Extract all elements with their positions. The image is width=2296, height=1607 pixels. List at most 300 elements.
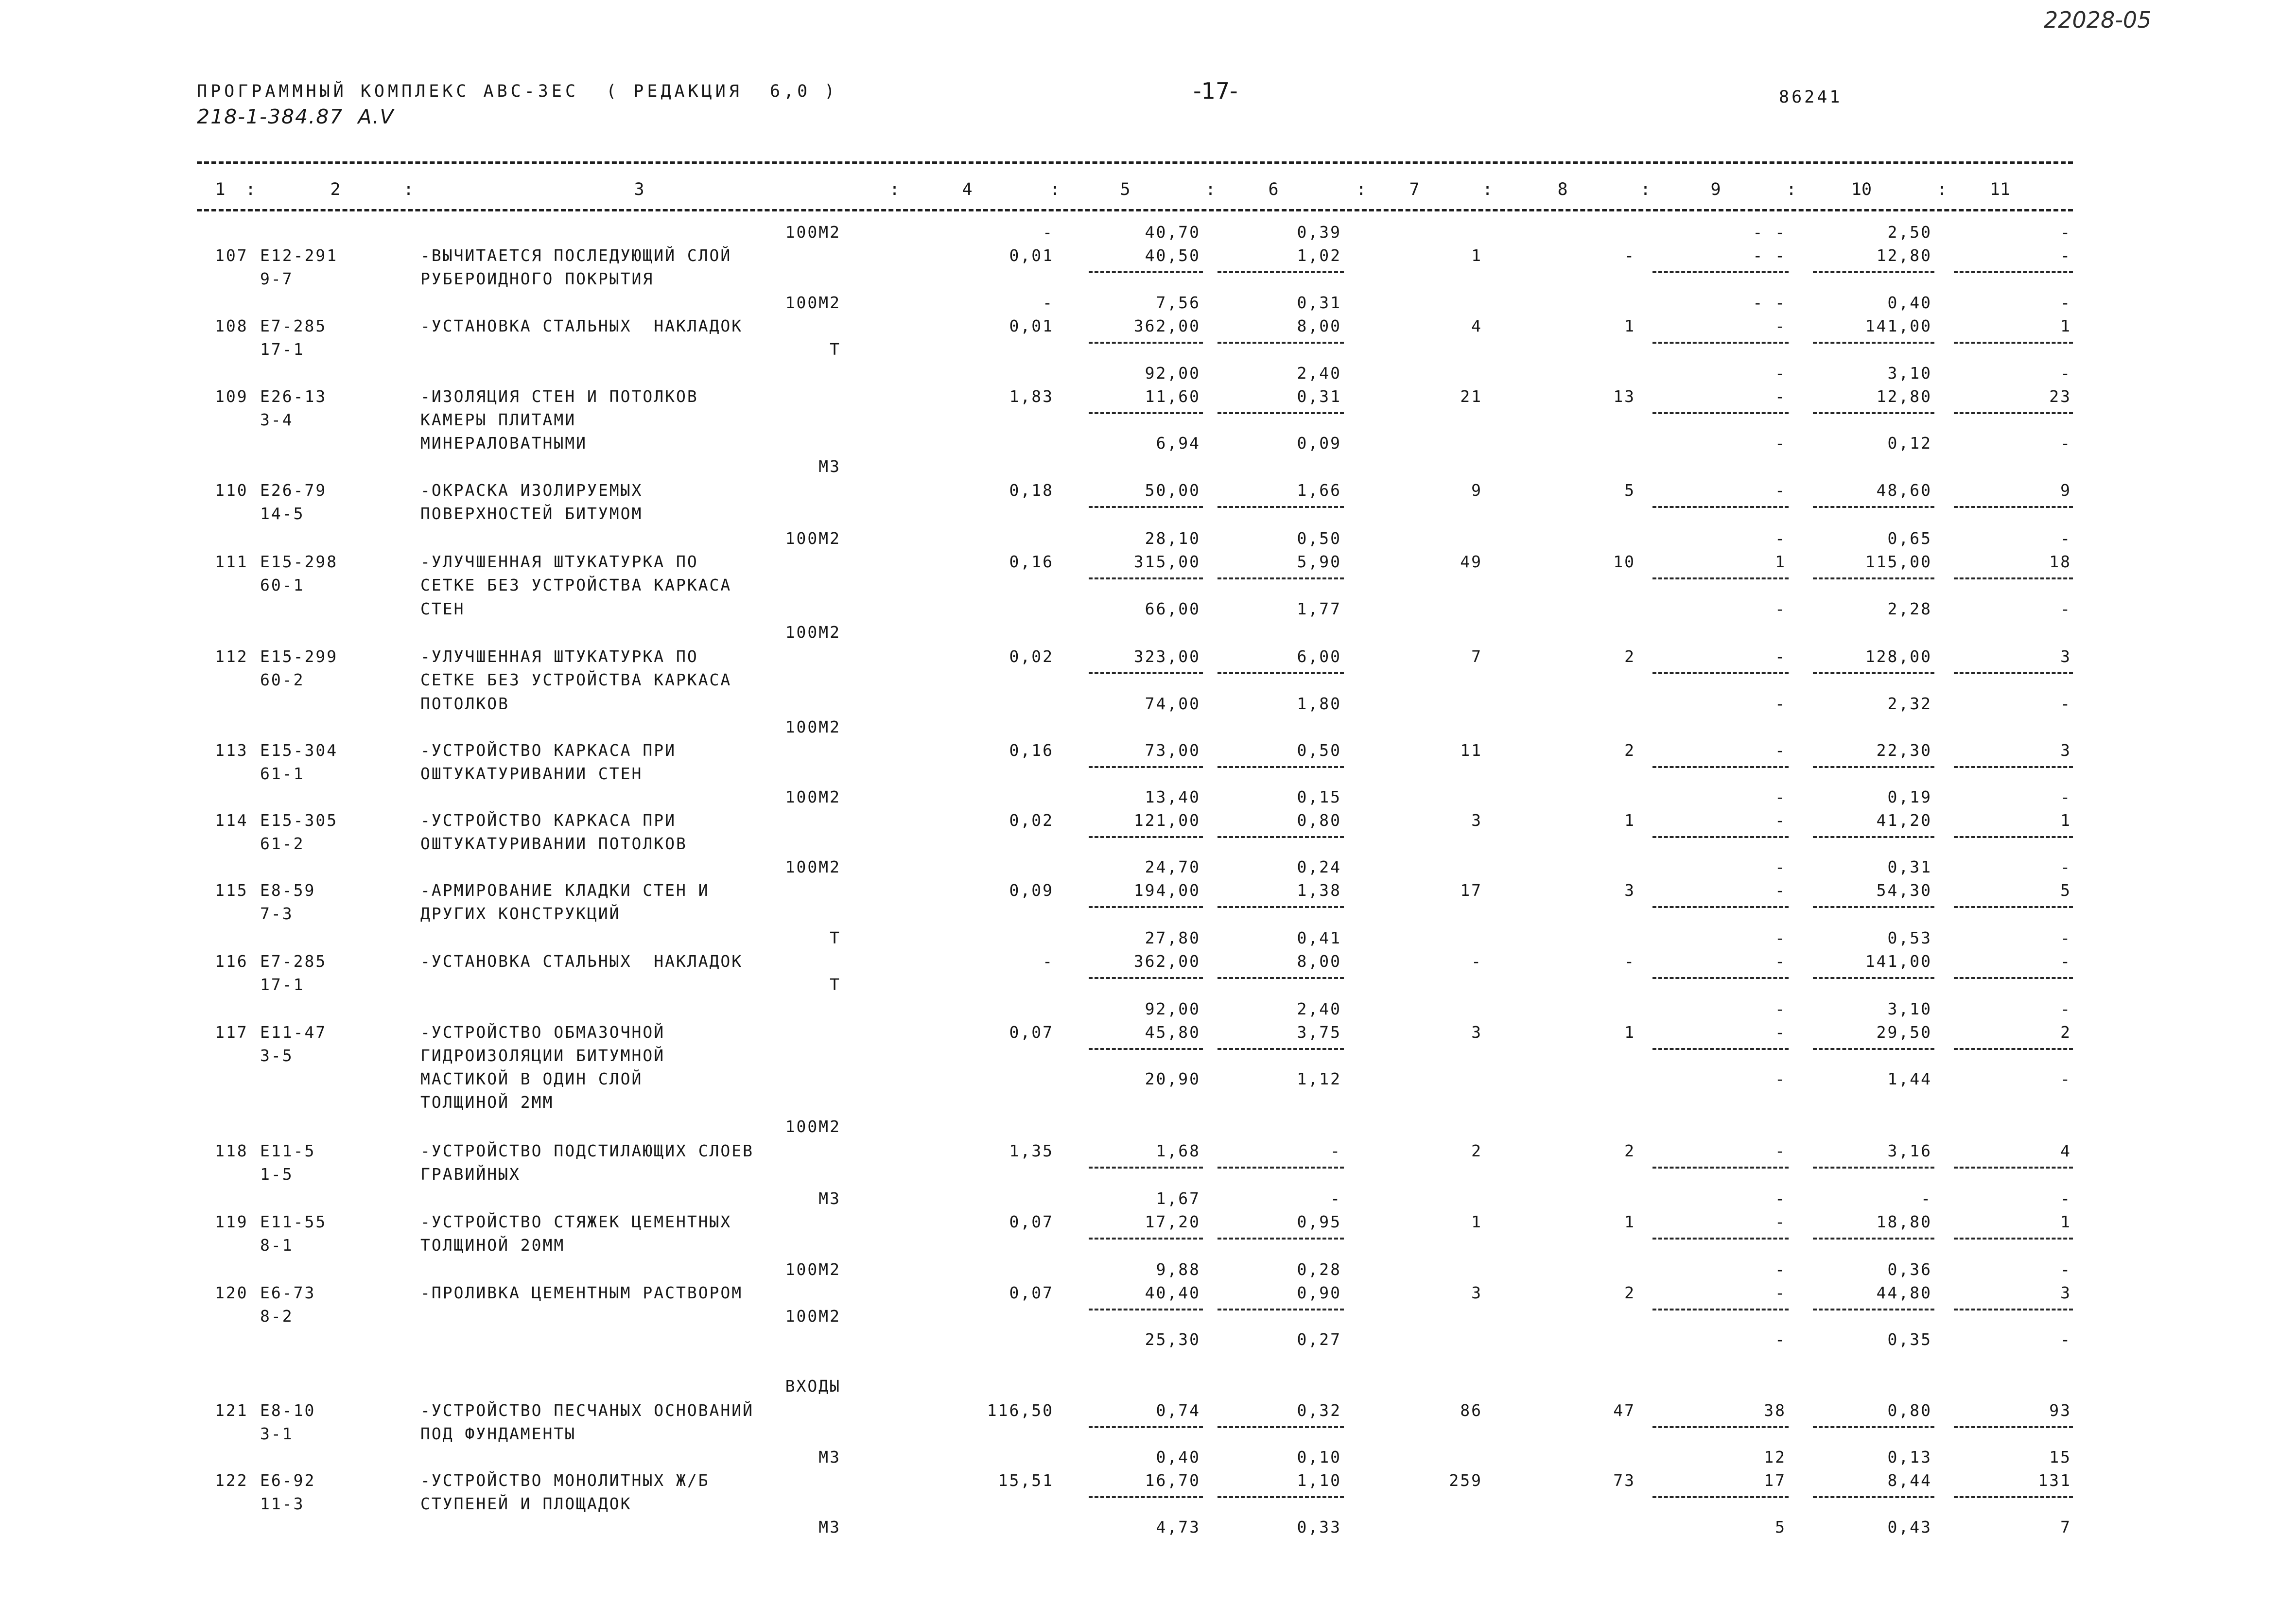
cell-col-11: - (2060, 529, 2071, 548)
sub-total-dash (1954, 577, 2073, 579)
sub-total-dash (1218, 1426, 1344, 1428)
cell-col-6: - (1330, 1141, 1341, 1160)
cell-col-4: 1,83 (1009, 387, 1054, 406)
cell-col-9: - (1775, 316, 1786, 335)
cell-col-9: - (1775, 1283, 1786, 1302)
cell-col-8: - (1624, 246, 1635, 265)
sub-total-dash (1089, 1426, 1203, 1428)
cell-col-9: - (1775, 811, 1786, 830)
cell-col-3: -УСТРОЙСТВО ПЕСЧАНЫХ ОСНОВАНИЙ (420, 1401, 754, 1420)
cell-col-1: 122 (215, 1471, 248, 1490)
cell-col-5: 20,90 (1145, 1069, 1200, 1088)
cell-col-9: 17 (1764, 1471, 1786, 1490)
column-separator: : (1786, 180, 1797, 199)
sub-total-dash (1813, 1309, 1934, 1310)
sub-total-dash (1652, 1426, 1789, 1428)
cell-col-11: 23 (2049, 387, 2071, 406)
sub-total-dash (1652, 672, 1789, 674)
cell-col-9: - (1775, 1260, 1786, 1279)
cell-col-4: - (1043, 223, 1054, 242)
column-separator: : (245, 180, 256, 199)
cell-col-11: - (2060, 223, 2071, 242)
sub-total-dash (1652, 271, 1789, 273)
cell-col-1: 108 (215, 316, 248, 335)
sub-total-dash (1652, 506, 1789, 508)
column-separator: : (1050, 180, 1061, 199)
cell-col-11: 131 (2038, 1471, 2071, 1490)
cell-col-10: 3,16 (1887, 1141, 1932, 1160)
cell-col-2: Е15-298 (260, 552, 338, 571)
cell-col-10: 141,00 (1865, 316, 1932, 335)
cell-col-6: 3,75 (1297, 1023, 1341, 1042)
cell-col-2: Е26-13 (260, 387, 327, 406)
cell-col-2: Е6-73 (260, 1283, 316, 1302)
cell-col-9: 12 (1764, 1448, 1786, 1467)
cell-col-10: 18,80 (1876, 1212, 1932, 1231)
cell-col-2: 3-4 (260, 410, 294, 429)
cell-col-5: 40,50 (1145, 246, 1200, 265)
sub-total-dash (1089, 271, 1203, 273)
cell-col-3: ТОЛЩИНОЙ 20ММ (420, 1236, 565, 1255)
page-number: -17- (1193, 78, 1238, 104)
sub-total-dash (1813, 577, 1934, 579)
cell-col-5: 315,00 (1133, 552, 1200, 571)
cell-col-8: - (1624, 952, 1635, 971)
sub-total-dash (1089, 977, 1203, 979)
cell-col-8: 13 (1613, 387, 1635, 406)
sub-total-dash (1954, 766, 2073, 768)
cell-col-5: 11,60 (1145, 387, 1200, 406)
cell-col-11: - (2060, 787, 2071, 806)
cell-col-7: 3 (1471, 1283, 1482, 1302)
cell-col-3: -УСТРОЙСТВО КАРКАСА ПРИ (420, 811, 676, 830)
cell-col-5: 0,74 (1156, 1401, 1200, 1420)
cell-col-3-unit: 100М2 (785, 1307, 841, 1326)
sub-total-dash (1089, 342, 1203, 344)
cell-col-3: -УСТРОЙСТВО КАРКАСА ПРИ (420, 741, 676, 760)
cell-col-9: - (1775, 434, 1786, 453)
cell-col-3: -УЛУЧШЕННАЯ ШТУКАТУРКА ПО (420, 647, 698, 666)
cell-col-10: 2,28 (1887, 599, 1932, 618)
cell-col-3: -УСТРОЙСТВО ОБМАЗОЧНОЙ (420, 1023, 665, 1042)
cell-col-9: - - (1753, 246, 1786, 265)
sub-total-dash (1089, 672, 1203, 674)
cell-col-5: 66,00 (1145, 599, 1200, 618)
cell-col-5: 45,80 (1145, 1023, 1200, 1042)
cell-col-6: - (1330, 1189, 1341, 1208)
sub-total-dash (1652, 412, 1789, 414)
cell-col-7: 49 (1460, 552, 1482, 571)
cell-col-3: -УСТРОЙСТВО ПОДСТИЛАЮЩИХ СЛОЕВ (420, 1141, 754, 1160)
cell-col-2: 60-2 (260, 670, 305, 689)
cell-col-8: 1 (1624, 1023, 1635, 1042)
cell-col-3: РУБЕРОИДНОГО ПОКРЫТИЯ (420, 269, 654, 288)
cell-col-3-unit: М3 (818, 1189, 841, 1208)
cell-col-9: - (1775, 364, 1786, 383)
cell-col-4: 0,16 (1009, 741, 1054, 760)
sub-total-dash (1954, 977, 2073, 979)
project-code: 218-1-384.87 А.V (197, 105, 395, 128)
column-separator: : (889, 180, 900, 199)
cell-col-6: 1,80 (1297, 694, 1341, 713)
cell-col-9: - (1775, 928, 1786, 947)
cell-col-4: 0,07 (1009, 1023, 1054, 1042)
column-separator: : (1356, 180, 1367, 199)
cell-col-8: 2 (1624, 1141, 1635, 1160)
cell-col-11: - (2060, 952, 2071, 971)
cell-col-9: - (1775, 1330, 1786, 1349)
sub-total-dash (1218, 342, 1344, 344)
cell-col-9: - - (1753, 223, 1786, 242)
sub-total-dash (1089, 1167, 1203, 1169)
cell-col-4: 0,07 (1009, 1212, 1054, 1231)
sub-total-dash (1652, 1048, 1789, 1050)
cell-col-4: 0,01 (1009, 246, 1054, 265)
cell-col-10: 3,10 (1887, 999, 1932, 1018)
column-header-9: 9 (1710, 180, 1721, 199)
cell-col-3: -УЛУЧШЕННАЯ ШТУКАТУРКА ПО (420, 552, 698, 571)
sub-total-dash (1089, 906, 1203, 908)
cell-col-5: 74,00 (1145, 694, 1200, 713)
cell-col-3: -ВЫЧИТАЕТСЯ ПОСЛЕДУЮЩИЙ СЛОЙ (420, 246, 732, 265)
column-header-4: 4 (962, 180, 973, 199)
column-header-10: 10 (1851, 180, 1872, 199)
cell-col-10: 29,50 (1876, 1023, 1932, 1042)
cell-col-6: 5,90 (1297, 552, 1341, 571)
cell-col-10: 12,80 (1876, 387, 1932, 406)
sub-total-dash (1954, 1048, 2073, 1050)
cell-col-2: Е6-92 (260, 1471, 316, 1490)
cell-col-6: 0,33 (1297, 1518, 1341, 1537)
sub-total-dash (1089, 1238, 1203, 1240)
cell-col-9: - (1775, 1069, 1786, 1088)
cell-col-10: 48,60 (1876, 481, 1932, 500)
cell-col-2: 14-5 (260, 504, 305, 523)
cell-col-11: - (2060, 999, 2071, 1018)
cell-col-6: 2,40 (1297, 999, 1341, 1018)
cell-col-5: 1,67 (1156, 1189, 1200, 1208)
cell-col-3: СТУПЕНЕЙ И ПЛОЩАДОК (420, 1494, 632, 1513)
sub-total-dash (1218, 1238, 1344, 1240)
cell-col-2: 1-5 (260, 1165, 294, 1184)
sub-total-dash (1954, 271, 2073, 273)
cell-col-11: 4 (2060, 1141, 2071, 1160)
cell-col-7: 2 (1471, 1141, 1482, 1160)
cell-col-3-unit: М3 (818, 1518, 841, 1537)
cell-col-8: 47 (1613, 1401, 1635, 1420)
cell-col-10: 0,19 (1887, 787, 1932, 806)
cell-col-6: 0,80 (1297, 811, 1341, 830)
cell-col-1: 115 (215, 881, 248, 900)
cell-col-7: 86 (1460, 1401, 1482, 1420)
sub-total-dash (1089, 836, 1203, 838)
cell-col-11: 18 (2049, 552, 2071, 571)
cell-col-8: 73 (1613, 1471, 1635, 1490)
cell-col-5: 4,73 (1156, 1518, 1200, 1537)
cell-col-5: 121,00 (1133, 811, 1200, 830)
sub-total-dash (1954, 1309, 2073, 1310)
cell-col-6: 0,95 (1297, 1212, 1341, 1231)
cell-col-6: 1,10 (1297, 1471, 1341, 1490)
cell-col-3: -ИЗОЛЯЦИЯ СТЕН И ПОТОЛКОВ (420, 387, 698, 406)
sub-total-dash (1089, 506, 1203, 508)
sub-total-dash (1954, 506, 2073, 508)
cell-col-10: 8,44 (1887, 1471, 1932, 1490)
cell-col-9: - (1775, 999, 1786, 1018)
cell-col-5: 25,30 (1145, 1330, 1200, 1349)
cell-col-8: 3 (1624, 881, 1635, 900)
sub-total-dash (1089, 1496, 1203, 1498)
cell-col-6: 0,31 (1297, 293, 1341, 312)
cell-col-3-unit: ВХОДЫ (785, 1377, 841, 1396)
cell-col-1: 112 (215, 647, 248, 666)
cell-col-5: 1,68 (1156, 1141, 1200, 1160)
program-title: ПРОГРАММНЫЙ КОМПЛЕКС АВС-3ЕС ( РЕДАКЦИЯ 6,0 ) (197, 82, 838, 101)
cell-col-1: 117 (215, 1023, 248, 1042)
sub-total-dash (1652, 836, 1789, 838)
cell-col-6: 1,38 (1297, 881, 1341, 900)
cell-col-6: 0,50 (1297, 529, 1341, 548)
cell-col-9: - (1775, 1023, 1786, 1042)
cell-col-1: 119 (215, 1212, 248, 1231)
cell-col-2: 3-1 (260, 1424, 294, 1443)
cell-col-5: 0,40 (1156, 1448, 1200, 1467)
cell-col-9: - (1775, 694, 1786, 713)
sub-total-dash (1652, 1238, 1789, 1240)
cell-col-2: 8-1 (260, 1236, 294, 1255)
cell-col-2: Е11-55 (260, 1212, 327, 1231)
cell-col-7: 7 (1471, 647, 1482, 666)
cell-col-8: 1 (1624, 811, 1635, 830)
cell-col-6: 1,66 (1297, 481, 1341, 500)
cell-col-2: Е8-10 (260, 1401, 316, 1420)
cell-col-5: 362,00 (1133, 316, 1200, 335)
cell-col-11: 3 (2060, 741, 2071, 760)
column-separator: : (1482, 180, 1493, 199)
cell-col-3-unit: 100М2 (785, 623, 841, 642)
cell-col-6: 6,00 (1297, 647, 1341, 666)
cell-col-5: 6,94 (1156, 434, 1200, 453)
cell-col-3: ПОВЕРХНОСТЕЙ БИТУМОМ (420, 504, 643, 523)
sub-total-dash (1218, 766, 1344, 768)
cell-col-11: 5 (2060, 881, 2071, 900)
sub-total-dash (1218, 836, 1344, 838)
column-header-5: 5 (1120, 180, 1131, 199)
cell-col-2: Е11-5 (260, 1141, 316, 1160)
cell-col-6: 0,39 (1297, 223, 1341, 242)
sub-total-dash (1652, 977, 1789, 979)
cell-col-11: - (2060, 1069, 2071, 1088)
cell-col-11: - (2060, 1330, 2071, 1349)
column-header-2: 2 (330, 180, 341, 199)
cell-col-6: 0,32 (1297, 1401, 1341, 1420)
cell-col-2: 61-2 (260, 834, 305, 853)
cell-col-3: КАМЕРЫ ПЛИТАМИ (420, 410, 576, 429)
cell-col-11: - (2060, 364, 2071, 383)
cell-col-3-unit: 100М2 (785, 1260, 841, 1279)
cell-col-10: 3,10 (1887, 364, 1932, 383)
sub-total-dash (1954, 412, 2073, 414)
cell-col-11: - (2060, 293, 2071, 312)
sub-total-dash (1218, 1167, 1344, 1169)
cell-col-7: 3 (1471, 1023, 1482, 1042)
cell-col-3: СТЕН (420, 599, 465, 618)
sub-total-dash (1089, 577, 1203, 579)
cell-col-3: ПОД ФУНДАМЕНТЫ (420, 1424, 576, 1443)
sub-total-dash (1813, 1238, 1934, 1240)
cell-col-2: Е15-304 (260, 741, 338, 760)
cell-col-2: Е15-299 (260, 647, 338, 666)
sub-total-dash (1652, 766, 1789, 768)
cell-col-11: - (2060, 694, 2071, 713)
cell-col-8: 1 (1624, 1212, 1635, 1231)
cell-col-3: ТОЛЩИНОЙ 2ММ (420, 1093, 554, 1112)
sub-total-dash (1652, 1309, 1789, 1310)
cell-col-11: 93 (2049, 1401, 2071, 1420)
cell-col-3: -ОКРАСКА ИЗОЛИРУЕМЫХ (420, 481, 643, 500)
cell-col-8: 10 (1613, 552, 1635, 571)
cell-col-10: 0,40 (1887, 293, 1932, 312)
cell-col-6: 0,41 (1297, 928, 1341, 947)
cell-col-7: - (1471, 952, 1482, 971)
cell-col-5: 194,00 (1133, 881, 1200, 900)
cell-col-4: 0,09 (1009, 881, 1054, 900)
cell-col-1: 109 (215, 387, 248, 406)
cell-col-11: 7 (2060, 1518, 2071, 1537)
cell-col-2: 17-1 (260, 340, 305, 359)
sub-total-dash (1813, 1167, 1934, 1169)
cell-col-6: 0,24 (1297, 857, 1341, 876)
sub-total-dash (1813, 836, 1934, 838)
cell-col-10: 0,35 (1887, 1330, 1932, 1349)
cell-col-3-unit: Т (830, 340, 841, 359)
cell-col-9: - (1775, 881, 1786, 900)
cell-col-10: 22,30 (1876, 741, 1932, 760)
cell-col-5: 92,00 (1145, 364, 1200, 383)
sub-total-dash (1954, 1238, 2073, 1240)
column-header-1: 1 (215, 180, 226, 199)
cell-col-4: 0,07 (1009, 1283, 1054, 1302)
cell-col-3: ГИДРОИЗОЛЯЦИИ БИТУМНОЙ (420, 1046, 665, 1065)
column-header-7: 7 (1409, 180, 1420, 199)
cell-col-10: 41,20 (1876, 811, 1932, 830)
cell-col-10: - (1921, 1189, 1932, 1208)
cell-col-10: 0,80 (1887, 1401, 1932, 1420)
cell-col-9: - (1775, 387, 1786, 406)
sub-total-dash (1652, 1167, 1789, 1169)
cell-col-1: 116 (215, 952, 248, 971)
sub-total-dash (1954, 836, 2073, 838)
cell-col-3-unit: 100М2 (785, 717, 841, 736)
cell-col-1: 120 (215, 1283, 248, 1302)
cell-col-10: 12,80 (1876, 246, 1932, 265)
cell-col-3: -УСТАНОВКА СТАЛЬНЫХ НАКЛАДОК (420, 316, 743, 335)
cell-col-3-unit: 100М2 (785, 1117, 841, 1136)
cell-col-5: 40,40 (1145, 1283, 1200, 1302)
cell-col-2: 11-3 (260, 1494, 305, 1513)
sub-total-dash (1813, 506, 1934, 508)
cell-col-8: 5 (1624, 481, 1635, 500)
sub-total-dash (1218, 977, 1344, 979)
cell-col-11: 1 (2060, 1212, 2071, 1231)
cell-col-6: 1,02 (1297, 246, 1341, 265)
cell-col-10: 2,32 (1887, 694, 1932, 713)
sub-total-dash (1954, 1496, 2073, 1498)
cell-col-11: - (2060, 857, 2071, 876)
sub-total-dash (1652, 342, 1789, 344)
cell-col-4: 1,35 (1009, 1141, 1054, 1160)
cell-col-2: 7-3 (260, 904, 294, 923)
cell-col-11: - (2060, 1260, 2071, 1279)
cell-col-1: 107 (215, 246, 248, 265)
cell-col-6: 0,09 (1297, 434, 1341, 453)
cell-col-5: 73,00 (1145, 741, 1200, 760)
cell-col-11: 1 (2060, 316, 2071, 335)
cell-col-10: 2,50 (1887, 223, 1932, 242)
cell-col-10: 115,00 (1865, 552, 1932, 571)
sub-total-dash (1954, 672, 2073, 674)
cell-col-7: 3 (1471, 811, 1482, 830)
cell-col-3: ОШТУКАТУРИВАНИИ СТЕН (420, 764, 643, 783)
cell-col-9: 5 (1775, 1518, 1786, 1537)
cell-col-10: 141,00 (1865, 952, 1932, 971)
cell-col-1: 110 (215, 481, 248, 500)
cell-col-2: Е7-285 (260, 316, 327, 335)
cell-col-7: 21 (1460, 387, 1482, 406)
cell-col-5: 27,80 (1145, 928, 1200, 947)
cell-col-3: -УСТРОЙСТВО МОНОЛИТНЫХ Ж/Б (420, 1471, 710, 1490)
sub-total-dash (1954, 906, 2073, 908)
column-separator: : (403, 180, 414, 199)
cell-col-10: 1,44 (1887, 1069, 1932, 1088)
document-code: 86241 (1779, 87, 1843, 107)
sub-total-dash (1652, 1496, 1789, 1498)
cell-col-8: 2 (1624, 647, 1635, 666)
sub-total-dash (1218, 906, 1344, 908)
cell-col-5: 40,70 (1145, 223, 1200, 242)
sub-total-dash (1813, 1426, 1934, 1428)
cell-col-8: 2 (1624, 1283, 1635, 1302)
cell-col-2: 3-5 (260, 1046, 294, 1065)
cell-col-7: 1 (1471, 246, 1482, 265)
column-header-3: 3 (634, 180, 644, 199)
cell-col-6: 1,12 (1297, 1069, 1341, 1088)
cell-col-8: 2 (1624, 741, 1635, 760)
sub-total-dash (1954, 342, 2073, 344)
cell-col-9: - (1775, 647, 1786, 666)
cell-col-4: 0,16 (1009, 552, 1054, 571)
sub-total-dash (1218, 1048, 1344, 1050)
cell-col-3-unit: 100М2 (785, 223, 841, 242)
cell-col-5: 24,70 (1145, 857, 1200, 876)
sub-total-dash (1218, 412, 1344, 414)
cell-col-5: 13,40 (1145, 787, 1200, 806)
cell-col-3: -УСТРОЙСТВО СТЯЖЕК ЦЕМЕНТНЫХ (420, 1212, 732, 1231)
cell-col-10: 44,80 (1876, 1283, 1932, 1302)
column-separator: : (1640, 180, 1651, 199)
cell-col-6: 8,00 (1297, 316, 1341, 335)
sub-total-dash (1813, 271, 1934, 273)
cell-col-5: 362,00 (1133, 952, 1200, 971)
cell-col-10: 0,13 (1887, 1448, 1932, 1467)
cell-col-2: 8-2 (260, 1307, 294, 1326)
column-header-6: 6 (1268, 180, 1279, 199)
table-header-rule (197, 209, 2073, 211)
cell-col-5: 9,88 (1156, 1260, 1200, 1279)
cell-col-10: 0,12 (1887, 434, 1932, 453)
cell-col-2: 60-1 (260, 576, 305, 594)
cell-col-3: ДРУГИХ КОНСТРУКЦИЙ (420, 904, 621, 923)
